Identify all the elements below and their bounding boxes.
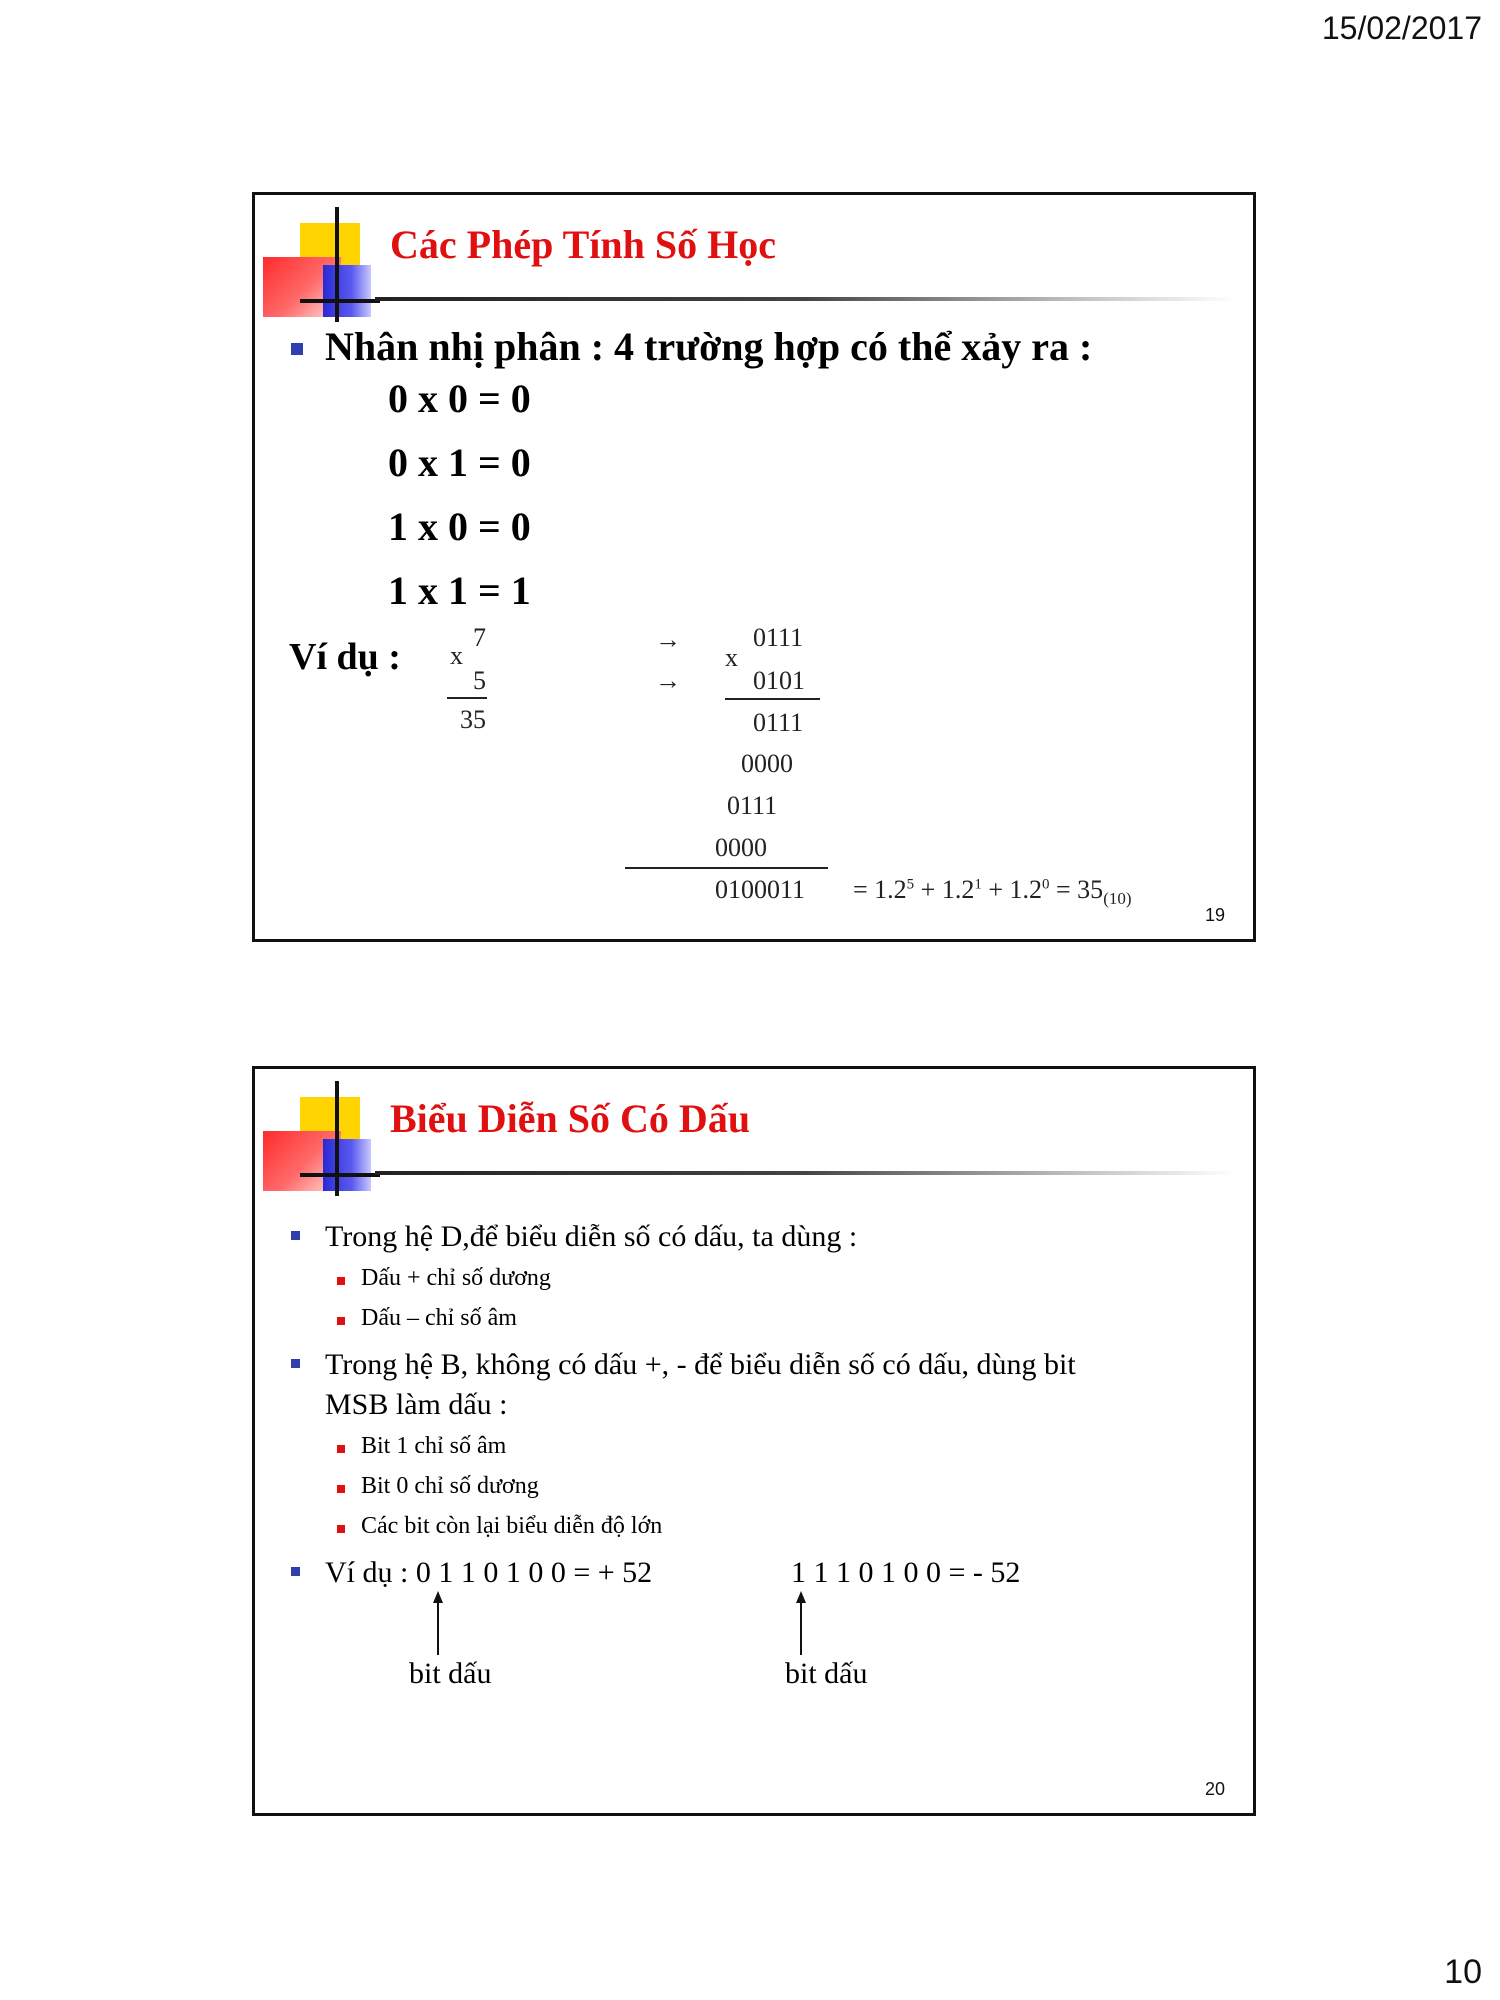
square-bullet-icon: [291, 1231, 300, 1240]
page-number: 10: [1444, 1953, 1482, 1991]
equation: 1 x 0 = 0: [388, 504, 531, 549]
slide-title: Biểu Diễn Số Có Dấu: [390, 1096, 751, 1141]
binary-rule: [725, 698, 820, 700]
binary-result-rule: [625, 867, 828, 869]
square-bullet-icon: [337, 1445, 345, 1453]
square-bullet-icon: [291, 1359, 300, 1368]
title-decoration: [255, 195, 385, 325]
slide-20: Biểu Diễn Số Có Dấu Trong hệ D,để biểu diễn số có dấu, ta dùng : Dấu + chỉ số dương Dấu – chỉ số âm Trong hệ B, không có dấu +, - để biểu diễn số có dấu, dùng bit MSB làm dấu : Bit 1 chỉ số âm Bit 0 chỉ số dương Các bit còn lại biểu diễn độ lớn Ví dụ : 0 1 1 0 1 0 0 = + 52 1 1 1 0 1 0 0 = - 52 bit dấu bit dấu 20: [252, 1066, 1256, 1816]
title-underline: [375, 297, 1235, 301]
slide-number: 19: [1205, 905, 1226, 925]
slide-number: 20: [1205, 1779, 1226, 1799]
header-date: 15/02/2017: [1321, 10, 1482, 46]
arrow-shaft: [800, 1601, 802, 1655]
sign-bit-label: bit dấu: [785, 1657, 868, 1690]
sign-bit-label: bit dấu: [409, 1657, 492, 1690]
result-formula: = $1.2^5 + 1.2^1 + 1.2^0 = 35_{(10)}$: [853, 875, 1132, 909]
equation: 0 x 1 = 0: [388, 440, 531, 485]
square-bullet-icon: [291, 1567, 300, 1576]
decimal-rule: [447, 697, 487, 699]
binary-partial: 0000: [741, 749, 793, 778]
bullet-text: Nhân nhị phân : 4 trường hợp có thể xảy ra :: [325, 324, 1093, 369]
title-decoration: [255, 1069, 385, 1199]
decimal-result: 35: [460, 705, 486, 734]
arrow-shaft: [437, 1601, 439, 1655]
right-arrow-icon: →: [655, 666, 681, 695]
equation: 0 x 0 = 0: [388, 376, 531, 421]
binary-partial: 0111: [727, 791, 778, 820]
square-bullet-icon: [337, 1485, 345, 1493]
right-arrow-icon: →: [655, 625, 681, 654]
binary-operand-b: 0101: [753, 666, 805, 695]
title-underline: [375, 1171, 1235, 1175]
square-bullet-icon: [291, 343, 303, 355]
equation: 1 x 1 = 1: [388, 568, 531, 613]
decimal-operand-a: 7: [473, 623, 486, 652]
binary-operand-a: 0111: [753, 623, 804, 652]
example-positive: 0 1 1 0 1 0 0 = + 52: [415, 1556, 653, 1589]
decimal-operator: x: [450, 641, 463, 670]
decimal-operand-b: 5: [473, 666, 486, 695]
square-bullet-icon: [337, 1525, 345, 1533]
example-label: Ví dụ :: [289, 636, 401, 678]
binary-partial: 0000: [715, 833, 767, 862]
square-bullet-icon: [337, 1317, 345, 1325]
binary-partial: 0111: [753, 708, 804, 737]
square-bullet-icon: [337, 1277, 345, 1285]
binary-result: 0100011: [715, 875, 806, 904]
slide-title: Các Phép Tính Số Học: [390, 222, 776, 267]
slide-19: [252, 192, 1256, 942]
binary-operator: x: [725, 643, 738, 672]
